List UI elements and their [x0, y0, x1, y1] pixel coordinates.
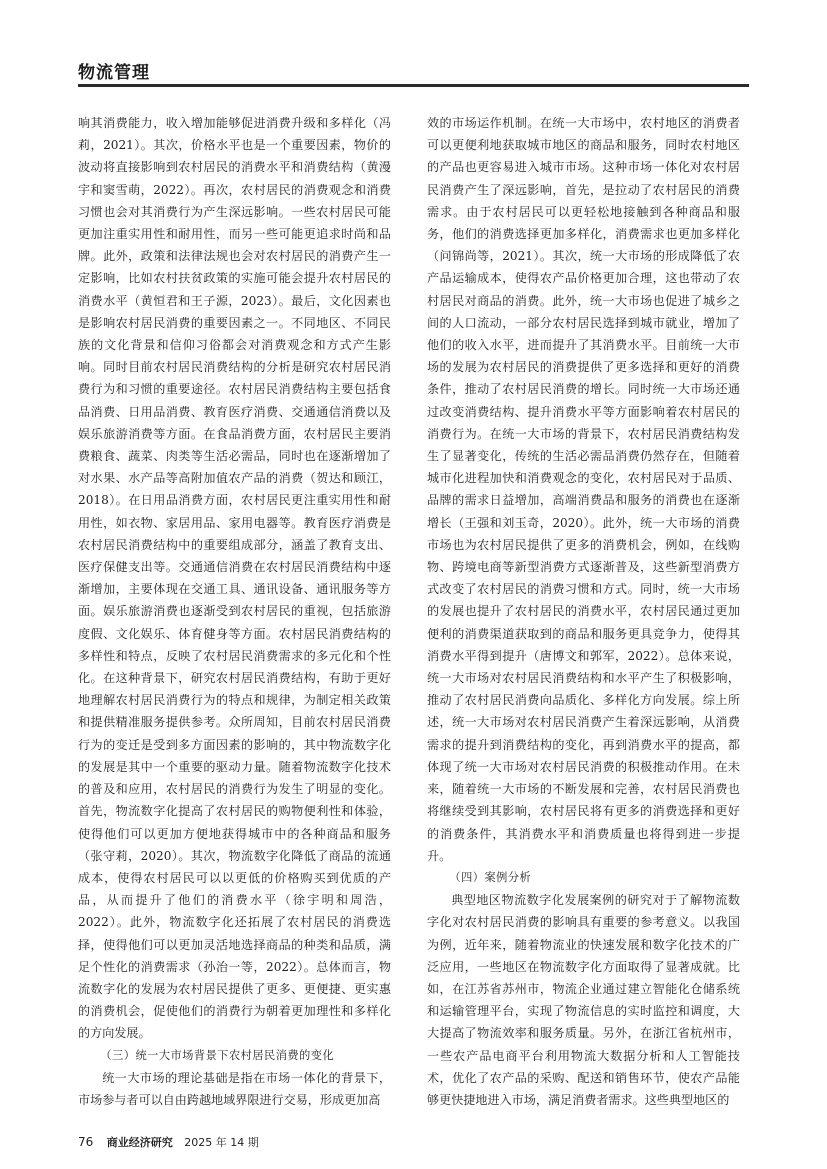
- header-rule: [78, 84, 749, 87]
- right-paragraph-2: 典型地区物流数字化发展案例的研究对于了解物流数字化对农村居民消费的影响具有重要的参考意义。以我国为例，近年来，随着物流业的快速发展和数字化技术的广泛应用，一些地区在物流数字化方面取得了显著成就。比如，在江苏省苏州市，物流企业通过建立智能化仓储系统和运输管理平台，实现了物流信息的实时监控和调度，大大提高了物流效率和服务质量。另外，在浙江省杭州市，一些农产品电商平台利用物流大数据分析和人工智能技术，优化了农产品的采购、配送和销售环节，使农产品能够更快捷地进入市场，满足消费者需求。这些典型地区的: [427, 893, 740, 1107]
- page-number: 76: [78, 1135, 94, 1149]
- left-column: [78, 112, 391, 1111]
- left-paragraph-1: 响其消费能力，收入增加能够促进消费升级和多样化（冯莉，2021）。其次，价格水平也是一个重要因素，物价的波动将直接影响到农村居民的消费水平和消费结构（黄漫宇和窦雪萌，2022）。再次，农村居民的消费观念和消费习惯也会对其消费行为产生深远影响。一些农村居民可能更加注重实用性和耐用性，而另一些可能更追求时尚和品牌。此外，政策和法律法规也会对农村居民的消费产生一定影响，比如农村扶贫政策的实施可能会提升农村居民的消费水平（黄恒君和王子源，2023）。最后，文化因素也是影响农村居民消费的重要因素之一。不同地区、不同民族的文化背景和信仰习俗都会对消费观念和方式产生影响。同时目前农村居民消费结构的分析是研究农村居民消费行为和习惯的重要途径。农村居民消费结构主要包括食品消费、日用品消费、教育医疗消费、交通通信消费以及娱乐旅游消费等方面。在食品消费方面，农村居民主要消费粮食、蔬菜、肉类等生活必需品，同时也在逐渐增加了对水果、水产品等高附加值农产品的消费（贺达和顾江，2018）。在日用品消费方面，农村居民更注重实用性和耐用性，如衣物、家居用品、家用电器等。教育医疗消费是农村居民消费结构中的重要组成部分，涵盖了教育支出、医疗保健支出等。交通通信消费在农村居民消费结构中逐渐增加，主要体现在交通工具、通讯设备、通讯服务等方面。娱乐旅游消费也逐渐受到农村居民的重视，包括旅游度假、文化娱乐、体育健身等方面。农村居民消费结构的多样性和特点，反映了农村居民消费需求的多元化和个性化。在这种背景下，研究农村居民消费结构，有助于更好地理解农村居民消费行为的特点和规律，为制定相关政策和提供精准服务提供参考。众所周知，目前农村居民消费行为的变迁是受到多方面因素的影响的，其中物流数字化的发展是其中一个重要的驱动力量。随着物流数字化技术的普及和应用，农村居民的消费行为发生了明显的变化。首先，物流数字化提高了农村居民的购物便利性和体验，使得他们可以更加方便地获得城市中的各种商品和服务（张守莉，2020）。其次，物流数字化降低了商品的流通成本，使得农村居民可以以更低的价格购买到优质的产品，从而提升了他们的消费水平（徐宇明和周浩，2022）。此外，物流数字化还拓展了农村居民的消费选择，使得他们可以更加灵活地选择商品的种类和品质，满足个性化的消费需求（孙治一等，2022）。总体而言，物流数字化的发展为农村居民提供了更多、更便捷、更实惠的消费机会，促使他们的消费行为朝着更加理性和多样化的方向发展。: [78, 116, 391, 1041]
- journal-name: 商业经济研究: [106, 1136, 173, 1149]
- right-paragraph-1: 效的市场运作机制。在统一大市场中，农村地区的消费者可以更便利地获取城市地区的商品和服务，同时农村地区的产品也更容易进入城市市场。这种市场一体化对农村居民消费产生了深远影响，首先，是拉动了农村居民的消费需求。由于农村居民可以更轻松地接触到各种商品和服务，他们的消费选择更加多样化，消费需求也更加多样化（问锦尚等，2021）。其次，统一大市场的形成降低了农产品运输成本，使得农产品价格更加合理，这也带动了农村居民对商品的消费。此外，统一大市场也促进了城乡之间的人口流动，一部分农村居民选择到城市就业，增加了他们的收入水平，进而提升了其消费水平。目前统一大市场的发展为农村居民的消费提供了更多选择和更好的消费条件，推动了农村居民消费的增长。同时统一大市场还通过改变消费结构、提升消费水平等方面影响着农村居民的消费行为。在统一大市场的背景下，农村居民消费结构发生了显著变化，传统的生活必需品消费仍然存在，但随着城市化进程加快和消费观念的变化，农村居民对于品质、品牌的需求日益增加，高端消费品和服务的消费也在逐渐增长（王强和刘玉奇，2020）。此外，统一大市场的消费市场也为农村居民提供了更多的消费机会，例如，在线购物、跨境电商等新型消费方式逐渐普及，这些新型消费方式改变了农村居民的消费习惯和方式。同时，统一大市场的发展也提升了农村居民的消费水平，农村居民通过更加便利的消费渠道获取到的商品和服务更具竞争力，使得其消费水平得到提升（唐博文和郭军，2022）。总体来说，统一大市场对农村居民消费结构和水平产生了积极影响，推动了农村居民消费向品质化、多样化方向发展。综上所述，统一大市场对农村居民消费产生着深远影响，从消费需求的提升到消费结构的变化，再到消费水平的提高，都体现了统一大市场对农村居民消费的积极推动作用。在未来，随着统一大市场的不断发展和完善，农村居民消费也将继续受到其影响，农村居民将有更多的消费选择和更好的消费条件，其消费水平和消费质量也将得到进一步提升。: [427, 116, 740, 863]
- right-subheading: （四）案例分析: [449, 870, 532, 884]
- section-title: 物流管理: [78, 63, 150, 83]
- page-footer: [78, 1134, 259, 1150]
- left-subheading: （三）统一大市场背景下农村居民消费的变化: [100, 1048, 335, 1062]
- issue-label: 2025 年 14 期: [184, 1136, 259, 1149]
- left-paragraph-2: 统一大市场的理论基础是指在市场一体化的背景下，市场参与者可以自由跨越地域界限进行交易，形成更加高: [78, 1070, 391, 1107]
- right-column: [427, 112, 740, 1111]
